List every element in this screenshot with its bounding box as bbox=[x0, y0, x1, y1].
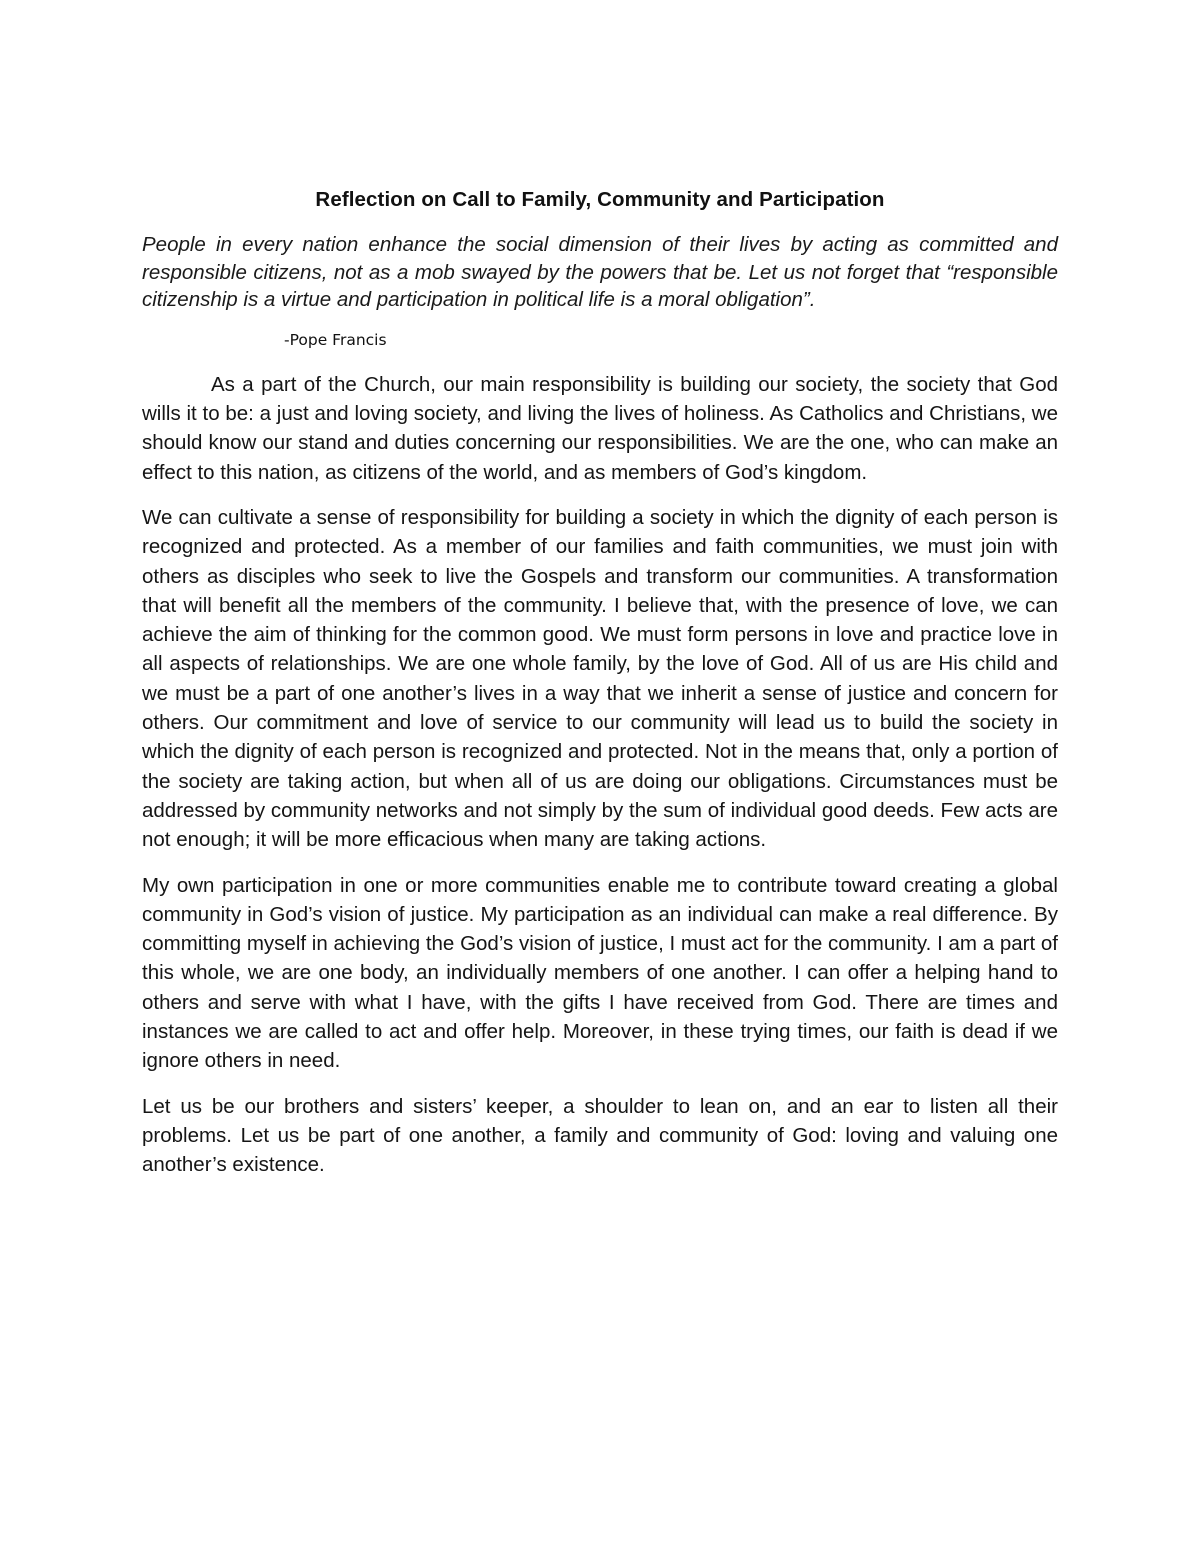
body-paragraph-2: We can cultivate a sense of responsibility for building a society in which the dignity of each person is recognized and protected. As a member of our families and faith communities, we must join with others as disciples who seek to live the Gospels and transform our communities. A transformation that will benefit all the members of the community. I believe that, with the presence of love, we can achieve the aim of thinking for the common good. We must form persons in love and practice love in all aspects of relationships. We are one whole family, by the love of God. All of us are His child and we must be a part of one another’s lives in a way that we inherit a sense of justice and concern for others. Our commitment and love of service to our community will lead us to build the society in which the dignity of each person is recognized and protected. Not in the means that, only a portion of the society are taking action, but when all of us are doing our obligations. Circumstances must be addressed by community networks and not simply by the sum of individual good deeds. Few acts are not enough; it will be more efficacious when many are taking actions. bbox=[142, 505, 1058, 852]
epigraph-quote: People in every nation enhance the social dimension of their lives by acting as committed and responsible citizens, not as a mob swayed by the powers that be. Let us not forget that “responsible citizenship is a virtue and participation in political life is a moral obligation”. bbox=[142, 233, 1058, 312]
document-content bbox=[142, 186, 1058, 1180]
body-paragraph-3: My own participation in one or more communities enable me to contribute toward creating a global community in God’s vision of justice. My participation as an individual can make a real difference. By committing myself in achieving the God’s vision of justice, I must act for the community. I am a part of this whole, we are one body, an individually members of one another. I can offer a helping hand to others and serve with what I have, with the gifts I have received from God. There are times and instances we are called to act and offer help. Moreover, in these trying times, our faith is dead if we ignore others in need. bbox=[142, 873, 1058, 1073]
body-paragraph-1: As a part of the Church, our main responsibility is building our society, the society that God wills it to be: a just and loving society, and living the lives of holiness. As Catholics and Christians, we should know our stand and duties concerning our responsibilities. We are the one, who can make an effect to this nation, as citizens of the world, and as members of God’s kingdom. bbox=[142, 372, 1058, 484]
document-title: Reflection on Call to Family, Community and Participation bbox=[315, 188, 885, 211]
quote-attribution: -Pope Francis bbox=[284, 330, 387, 349]
body-paragraph-4: Let us be our brothers and sisters’ keeper, a shoulder to lean on, and an ear to listen all their problems. Let us be part of one another, a family and community of God: loving and valuing one another’s existence. bbox=[142, 1094, 1058, 1177]
